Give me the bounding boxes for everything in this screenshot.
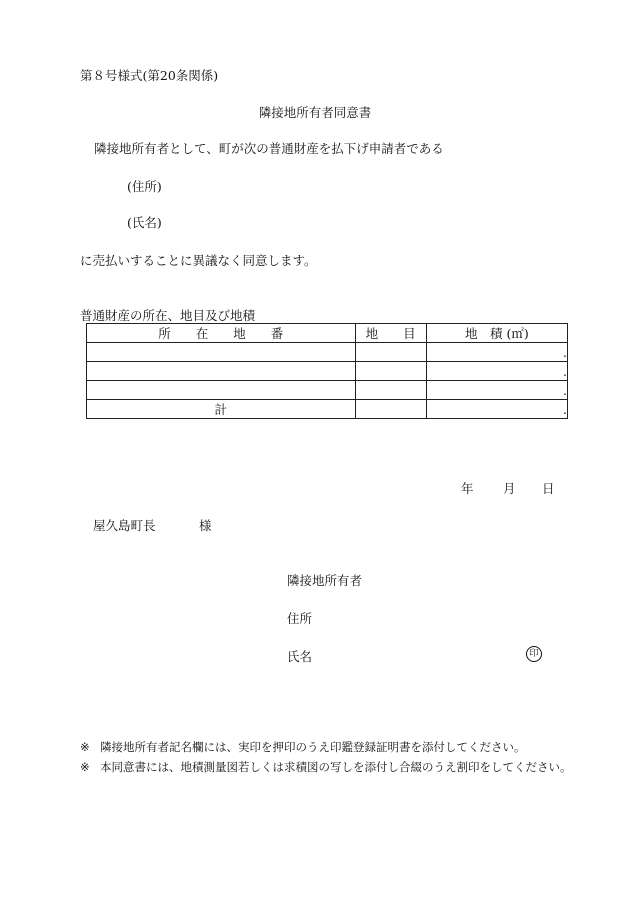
note-text: 隣接地所有者記名欄には、実印を押印のうえ印鑑登録証明書を添付してください。 (100, 740, 526, 754)
area-cell[interactable]: . (426, 362, 567, 381)
applicant-name-label: (氏名) (127, 215, 162, 230)
total-area-cell[interactable]: . (426, 400, 567, 419)
owner-address-label: 住所 (287, 611, 313, 626)
table-row (87, 343, 568, 362)
form-number: 第８号様式(第20条関係) (80, 68, 219, 83)
seal-mark-icon: 印 (526, 646, 542, 662)
owner-heading: 隣接地所有者 (287, 573, 363, 588)
addressee-name: 屋久島町長 (93, 518, 156, 533)
consent-text: に売払いすることに異議なく同意します。 (80, 253, 317, 268)
category-cell[interactable] (355, 362, 426, 381)
intro-text: 隣接地所有者として、町が次の普通財産を払下げ申請者である (94, 141, 444, 156)
table-row (87, 381, 568, 400)
note-item (80, 739, 526, 755)
total-category-cell[interactable] (355, 400, 426, 419)
header-area: 地 積 (㎡) (426, 324, 567, 343)
table-total-row (87, 400, 568, 419)
category-cell[interactable] (355, 343, 426, 362)
table-header-row (87, 324, 568, 343)
category-cell[interactable] (355, 381, 426, 400)
land-table (86, 323, 568, 419)
date-month-label: 月 (503, 481, 516, 496)
total-label: 計 (87, 400, 356, 419)
addressee-honorific: 様 (199, 518, 212, 533)
note-mark: ※ (80, 740, 90, 754)
document-title: 隣接地所有者同意書 (258, 105, 372, 120)
header-category: 地 目 (355, 324, 426, 343)
lot-cell[interactable] (87, 362, 356, 381)
owner-name-label: 氏名 (287, 649, 313, 664)
header-lot: 所 在 地 番 (87, 324, 356, 343)
note-item (80, 759, 572, 775)
table-row (87, 362, 568, 381)
date-day-label: 日 (542, 481, 555, 496)
lot-cell[interactable] (87, 381, 356, 400)
area-cell[interactable]: . (426, 343, 567, 362)
lot-cell[interactable] (87, 343, 356, 362)
area-cell[interactable]: . (426, 381, 567, 400)
land-table-caption: 普通財産の所在、地目及び地積 (80, 308, 256, 323)
applicant-address-label: (住所) (127, 179, 162, 194)
date-year-label: 年 (461, 481, 474, 496)
note-text: 本同意書には、地積測量図若しくは求積図の写しを添付し合綴のうえ割印をしてください。 (100, 760, 572, 774)
note-mark: ※ (80, 760, 90, 774)
